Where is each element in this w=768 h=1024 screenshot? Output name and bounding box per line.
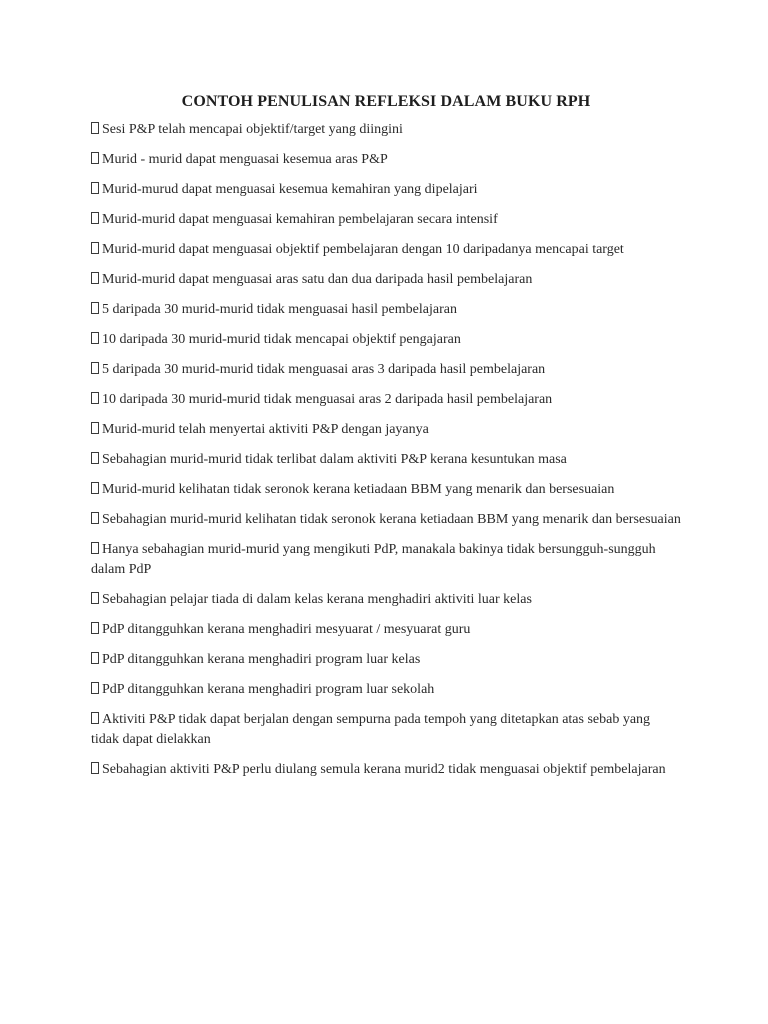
list-item-text: Murid-murid kelihatan tidak seronok kerana ketiadaan BBM yang menarik dan bersesuaian	[102, 482, 615, 497]
checkbox-glyph-icon	[91, 452, 99, 464]
list-item-text: 10 daripada 30 murid-murid tidak mencapai objektif pengajaran	[102, 332, 461, 347]
list-item	[91, 420, 681, 440]
list-item	[91, 210, 681, 230]
list-item	[91, 710, 681, 750]
list-item-text: Sebahagian aktiviti P&P perlu diulang semula kerana murid2 tidak menguasai objektif pembelajaran	[102, 762, 666, 777]
list-item-text: Sesi P&P telah mencapai objektif/target yang diingini	[102, 122, 403, 137]
checkbox-glyph-icon	[91, 762, 99, 774]
checkbox-glyph-icon	[91, 272, 99, 284]
list-item	[91, 150, 681, 170]
list-item	[91, 120, 681, 140]
checkbox-glyph-icon	[91, 182, 99, 194]
list-item-text: Sebahagian murid-murid kelihatan tidak seronok kerana ketiadaan BBM yang menarik dan bersesuaian	[102, 512, 681, 527]
list-item-text: Murid-murud dapat menguasai kesemua kemahiran yang dipelajari	[102, 182, 478, 197]
list-item	[91, 620, 681, 640]
list-item-text: Aktiviti P&P tidak dapat berjalan dengan sempurna pada tempoh yang ditetapkan atas sebab yang tidak dapat dielakkan	[91, 712, 651, 747]
list-item-text: Sebahagian murid-murid tidak terlibat dalam aktiviti P&P kerana kesuntukan masa	[102, 452, 567, 467]
checkbox-glyph-icon	[91, 592, 99, 604]
list-item	[91, 590, 681, 610]
list-item	[91, 450, 681, 470]
checkbox-glyph-icon	[91, 212, 99, 224]
checkbox-glyph-icon	[91, 302, 99, 314]
list-item	[91, 510, 681, 530]
checkbox-glyph-icon	[91, 392, 99, 404]
list-item	[91, 390, 681, 410]
checkbox-glyph-icon	[91, 652, 99, 664]
list-item-text: 10 daripada 30 murid-murid tidak menguasai aras 2 daripada hasil pembelajaran	[102, 392, 553, 407]
checkbox-glyph-icon	[91, 512, 99, 524]
list-item	[91, 480, 681, 500]
document-title: CONTOH PENULISAN REFLEKSI DALAM BUKU RPH	[181, 93, 591, 110]
checkbox-glyph-icon	[91, 542, 99, 554]
checkbox-glyph-icon	[91, 332, 99, 344]
list-item	[91, 680, 681, 700]
list-item	[91, 240, 681, 260]
list-item-text: Murid-murid dapat menguasai kemahiran pembelajaran secara intensif	[102, 212, 498, 227]
list-item-text: PdP ditangguhkan kerana menghadiri mesyuarat / mesyuarat guru	[102, 622, 471, 637]
list-item-text: Murid-murid dapat menguasai objektif pembelajaran dengan 10 daripadanya mencapai target	[102, 242, 624, 257]
checkbox-glyph-icon	[91, 242, 99, 254]
list-item	[91, 300, 681, 320]
list-item-text: Murid - murid dapat menguasai kesemua aras P&P	[102, 152, 388, 167]
checkbox-glyph-icon	[91, 682, 99, 694]
checkbox-glyph-icon	[91, 362, 99, 374]
checkbox-glyph-icon	[91, 122, 99, 134]
list-item-text: 5 daripada 30 murid-murid tidak menguasai aras 3 daripada hasil pembelajaran	[102, 362, 546, 377]
list-item-text: Murid-murid telah menyertai aktiviti P&P dengan jayanya	[102, 422, 429, 437]
list-item	[91, 330, 681, 350]
checkbox-glyph-icon	[91, 712, 99, 724]
list-item-text: Hanya sebahagian murid-murid yang mengikuti PdP, manakala bakinya tidak bersungguh-sungguh dalam PdP	[91, 542, 656, 577]
list-item-text: Murid-murid dapat menguasai aras satu dan dua daripada hasil pembelajaran	[102, 272, 533, 287]
list-item	[91, 540, 681, 580]
list-item-text: PdP ditangguhkan kerana menghadiri program luar sekolah	[102, 682, 435, 697]
list-item-text: PdP ditangguhkan kerana menghadiri program luar kelas	[102, 652, 421, 667]
checkbox-glyph-icon	[91, 422, 99, 434]
list-item	[91, 760, 681, 780]
checkbox-glyph-icon	[91, 622, 99, 634]
reflection-list	[91, 120, 681, 780]
list-item	[91, 360, 681, 380]
checkbox-glyph-icon	[91, 482, 99, 494]
list-item	[91, 650, 681, 670]
list-item	[91, 180, 681, 200]
checkbox-glyph-icon	[91, 152, 99, 164]
document-page	[91, 93, 681, 790]
list-item	[91, 270, 681, 290]
list-item-text: Sebahagian pelajar tiada di dalam kelas kerana menghadiri aktiviti luar kelas	[102, 592, 532, 607]
list-item-text: 5 daripada 30 murid-murid tidak menguasai hasil pembelajaran	[102, 302, 457, 317]
